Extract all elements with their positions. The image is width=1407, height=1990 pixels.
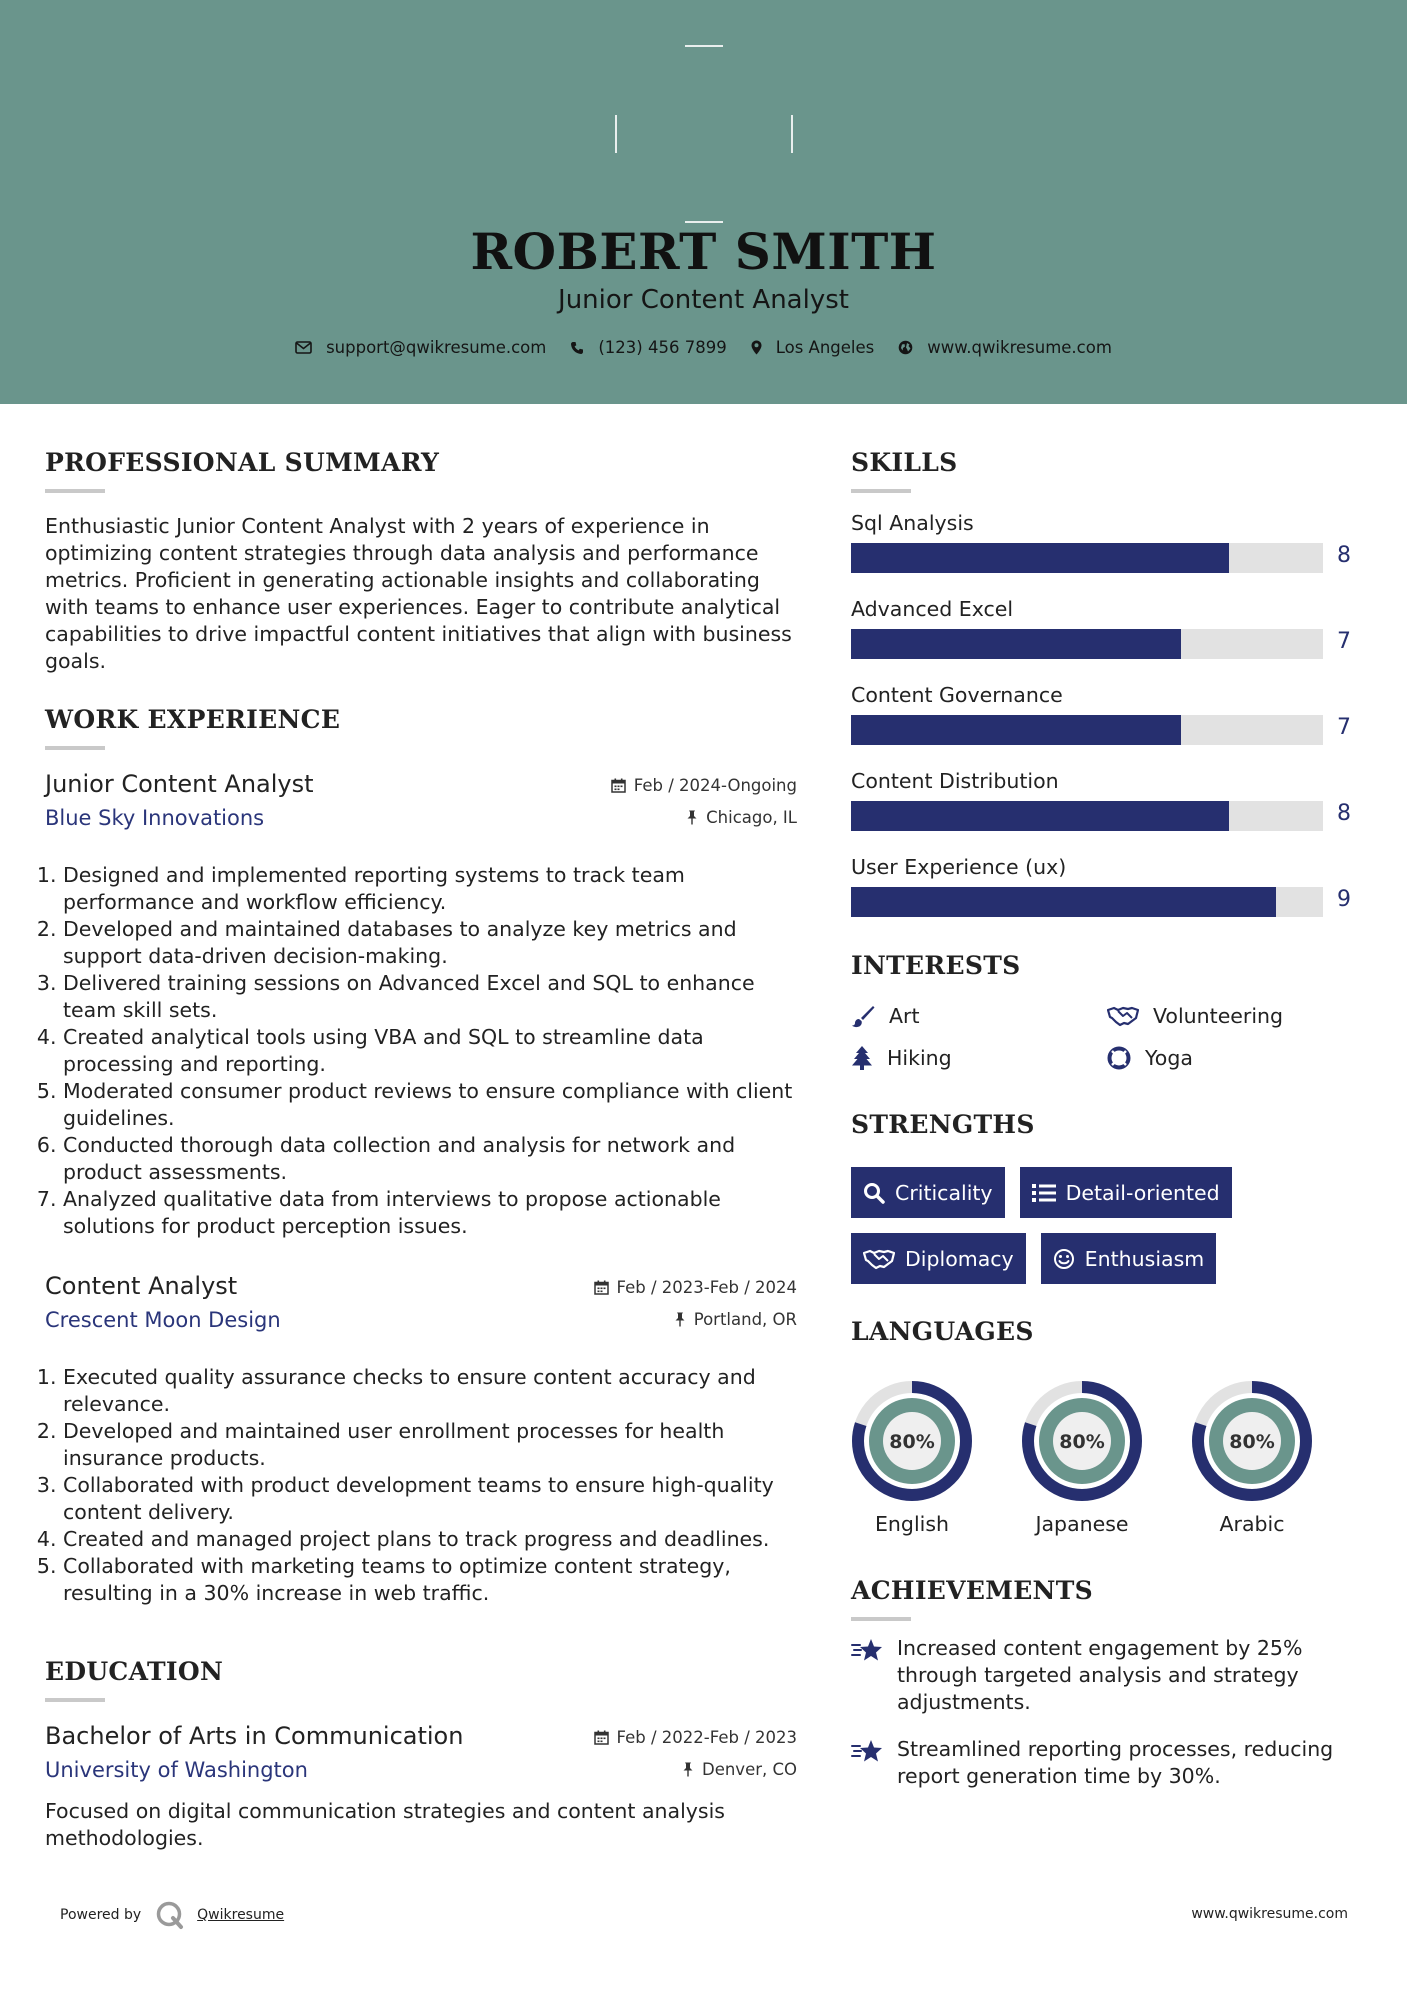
achievement-text: Increased content engagement by 25% through targeted analysis and strategy adjustments. [897,1636,1303,1714]
skill-bar [851,715,1323,745]
skill-bar-fill [851,887,1276,917]
profile-photo-placeholder [615,45,793,223]
list-item: 5. Collaborated with marketing teams to optimize content strategy, resulting in a 30% increase in web traffic. [63,1553,797,1607]
tree-icon [851,1046,873,1070]
interest-item [1107,1046,1357,1070]
list-item: 5. Moderated consumer product reviews to ensure compliance with client guidelines. [63,1078,797,1132]
section-title-education: EDUCATION [45,1657,224,1686]
work-experience-section [45,705,797,1607]
interest-label: Art [889,1004,920,1028]
list-item: 2. Developed and maintained user enrollment processes for health insurance products. [63,1418,797,1472]
skill-bar [851,801,1323,831]
section-title-summary: PROFESSIONAL SUMMARY [45,448,440,477]
interest-label: Volunteering [1153,1004,1284,1028]
strength-label: Detail-oriented [1065,1180,1220,1205]
resume-header [0,0,1407,404]
left-column [45,448,797,1852]
contact-location [751,338,875,357]
interests-list [851,1004,1361,1070]
interest-label: Hiking [887,1046,952,1070]
language-level-donut [1021,1380,1143,1502]
school-name: University of Washington [45,1758,308,1782]
job-company: Crescent Moon Design [45,1308,281,1332]
footer-powered-by [60,1900,284,1930]
language-item [1191,1380,1361,1536]
skill-bar-fill [851,801,1229,831]
candidate-name: ROBERT SMITH [470,222,937,281]
skill-item [851,683,1361,769]
skill-bar [851,629,1323,659]
education-date-text: Feb / 2022-Feb / 2023 [616,1728,797,1747]
skill-bar-fill [851,715,1181,745]
section-divider [45,1698,105,1702]
skill-label: Advanced Excel [851,597,1014,621]
skill-item [851,597,1361,683]
strengths-list [851,1167,1361,1299]
map-pin-icon [751,340,762,355]
education-date [594,1728,797,1747]
strengths-section [851,1110,1361,1299]
contact-phone[interactable] [570,338,726,357]
skill-item [851,769,1361,855]
job-role: Junior Content Analyst [45,770,314,798]
job-location-text: Chicago, IL [706,808,797,827]
job-location-text: Portland, OR [693,1310,797,1329]
list-item: 4. Created and managed project plans to track progress and deadlines. [63,1526,797,1553]
list-item: 3. Collaborated with product development teams to ensure high-quality content delivery. [63,1472,797,1526]
list-item: 6. Conducted thorough data collection and analysis for network and product assessments. [63,1132,797,1186]
language-name: English [874,1512,950,1536]
skill-item [851,511,1361,597]
section-divider [851,489,911,493]
handshake-icon [1107,1005,1139,1027]
skill-item [851,855,1361,941]
contact-website[interactable] [898,338,1112,357]
language-level-donut [851,1380,973,1502]
job-duties-list [63,862,797,1240]
education-location [682,1760,797,1779]
language-percent: 80% [889,1431,935,1453]
skill-label: Content Governance [851,683,1063,707]
job-role: Content Analyst [45,1272,238,1300]
calendar-icon [594,1280,609,1295]
section-divider [45,746,105,750]
skill-bar-fill [851,543,1229,573]
language-percent: 80% [1059,1431,1105,1453]
contact-bar [0,338,1407,357]
job-location [686,808,797,827]
skill-bar [851,887,1323,917]
education-section [45,1657,797,1852]
contact-phone-text: (123) 456 7899 [598,338,727,357]
skills-section [851,448,1361,941]
list-item: 4. Created analytical tools using VBA and SQL to streamline data processing and reporting. [63,1024,797,1078]
skill-bar-fill [851,629,1181,659]
language-item [1021,1380,1191,1536]
interest-item [851,1004,1107,1028]
calendar-icon [594,1730,609,1745]
language-level-donut [1191,1380,1313,1502]
right-column [851,448,1361,1790]
achievement-text: Streamlined reporting processes, reducing report generation time by 30%. [897,1737,1334,1788]
professional-summary-section [45,448,797,675]
qwikresume-logo-icon [155,1900,185,1930]
section-title-achievements: ACHIEVEMENTS [851,1576,1093,1605]
skill-value: 8 [1337,801,1351,826]
degree-name: Bachelor of Arts in Communication [45,1722,464,1750]
section-title-skills: SKILLS [851,448,958,477]
strength-badge [851,1233,1026,1284]
job-date [611,776,797,795]
list-item: 1. Executed quality assurance checks to ensure content accuracy and relevance. [63,1364,797,1418]
globe-icon [898,340,913,355]
paintbrush-icon [851,1004,875,1028]
skill-value: 8 [1337,543,1351,568]
list-item: 7. Analyzed qualitative data from interviews to propose actionable solutions for product perception issues. [63,1186,797,1240]
language-percent: 80% [1229,1431,1275,1453]
list-item: 2. Developed and maintained databases to analyze key metrics and support data-driven decision-making. [63,916,797,970]
language-name: Japanese [1035,1512,1129,1536]
strength-badge [1020,1167,1232,1218]
pushpin-icon [674,1312,686,1327]
interest-label: Yoga [1145,1046,1193,1070]
section-title-work: WORK EXPERIENCE [45,705,341,734]
job-entry [45,1272,797,1607]
shooting-star-icon [851,1738,885,1764]
contact-website-text: www.qwikresume.com [927,338,1112,357]
education-location-text: Denver, CO [701,1760,797,1779]
list-icon [1032,1183,1056,1203]
job-date-text: Feb / 2023-Feb / 2024 [616,1278,797,1297]
footer-brand-link[interactable]: Qwikresume [197,1907,285,1923]
section-divider [45,489,105,493]
interest-item [1107,1004,1357,1028]
skill-value: 7 [1337,715,1351,740]
skill-value: 9 [1337,887,1351,912]
education-description: Focused on digital communication strategies and content analysis methodologies. [45,1799,725,1850]
list-item: 3. Delivered training sessions on Advanced Excel and SQL to enhance team skill sets. [63,970,797,1024]
section-title-languages: LANGUAGES [851,1317,1034,1346]
handshake-icon [863,1248,895,1270]
interests-section [851,951,1361,1070]
job-date-text: Feb / 2024-Ongoing [633,776,797,795]
candidate-title: Junior Content Analyst [558,285,849,315]
contact-email-text: support@qwikresume.com [326,338,547,357]
interest-item [851,1046,1107,1070]
languages-list [851,1380,1361,1536]
strength-badge [1041,1233,1217,1284]
skill-bar [851,543,1323,573]
job-date [594,1278,797,1297]
achievement-item [851,1635,1361,1716]
language-item [851,1380,1021,1536]
job-location [674,1310,797,1329]
language-name: Arabic [1219,1512,1285,1536]
summary-text: Enthusiastic Junior Content Analyst with 2 years of experience in optimizing content strategies through data analysis and performance metrics. Proficient in generating actionable insights and collaborating with teams to enhance user experiences. Eager to contribute analytical capabilities to drive impactful content initiatives that align with business goals. [45,514,792,673]
section-title-interests: INTERESTS [851,951,1021,980]
skills-list [851,511,1361,941]
contact-location-text: Los Angeles [775,338,875,357]
envelope-icon [295,341,312,354]
list-item: 1. Designed and implemented reporting systems to track team performance and workflow efficiency. [63,862,797,916]
section-divider [851,1617,911,1621]
search-icon [863,1182,885,1204]
calendar-icon [611,778,626,793]
job-duties-list [63,1364,797,1607]
lifering-icon [1107,1046,1131,1070]
powered-by-text: Powered by [60,1907,142,1923]
contact-email[interactable] [295,338,546,357]
strength-label: Enthusiasm [1084,1246,1205,1271]
strength-label: Criticality [895,1180,993,1205]
skill-label: Sql Analysis [851,511,974,535]
skill-label: Content Distribution [851,769,1059,793]
pushpin-icon [682,1762,694,1777]
strength-label: Diplomacy [905,1246,1014,1271]
job-entry [45,770,797,1240]
footer-website-link[interactable]: www.qwikresume.com [1191,1906,1348,1922]
shooting-star-icon [851,1637,885,1663]
strength-badge [851,1167,1005,1218]
languages-section [851,1317,1361,1536]
pushpin-icon [686,810,698,825]
skill-label: User Experience (ux) [851,855,1067,879]
job-company: Blue Sky Innovations [45,806,265,830]
achievement-item [851,1736,1361,1790]
smile-icon [1053,1248,1075,1270]
section-title-strengths: STRENGTHS [851,1110,1035,1139]
achievements-section [851,1576,1361,1790]
skill-value: 7 [1337,629,1351,654]
phone-icon [570,341,584,355]
